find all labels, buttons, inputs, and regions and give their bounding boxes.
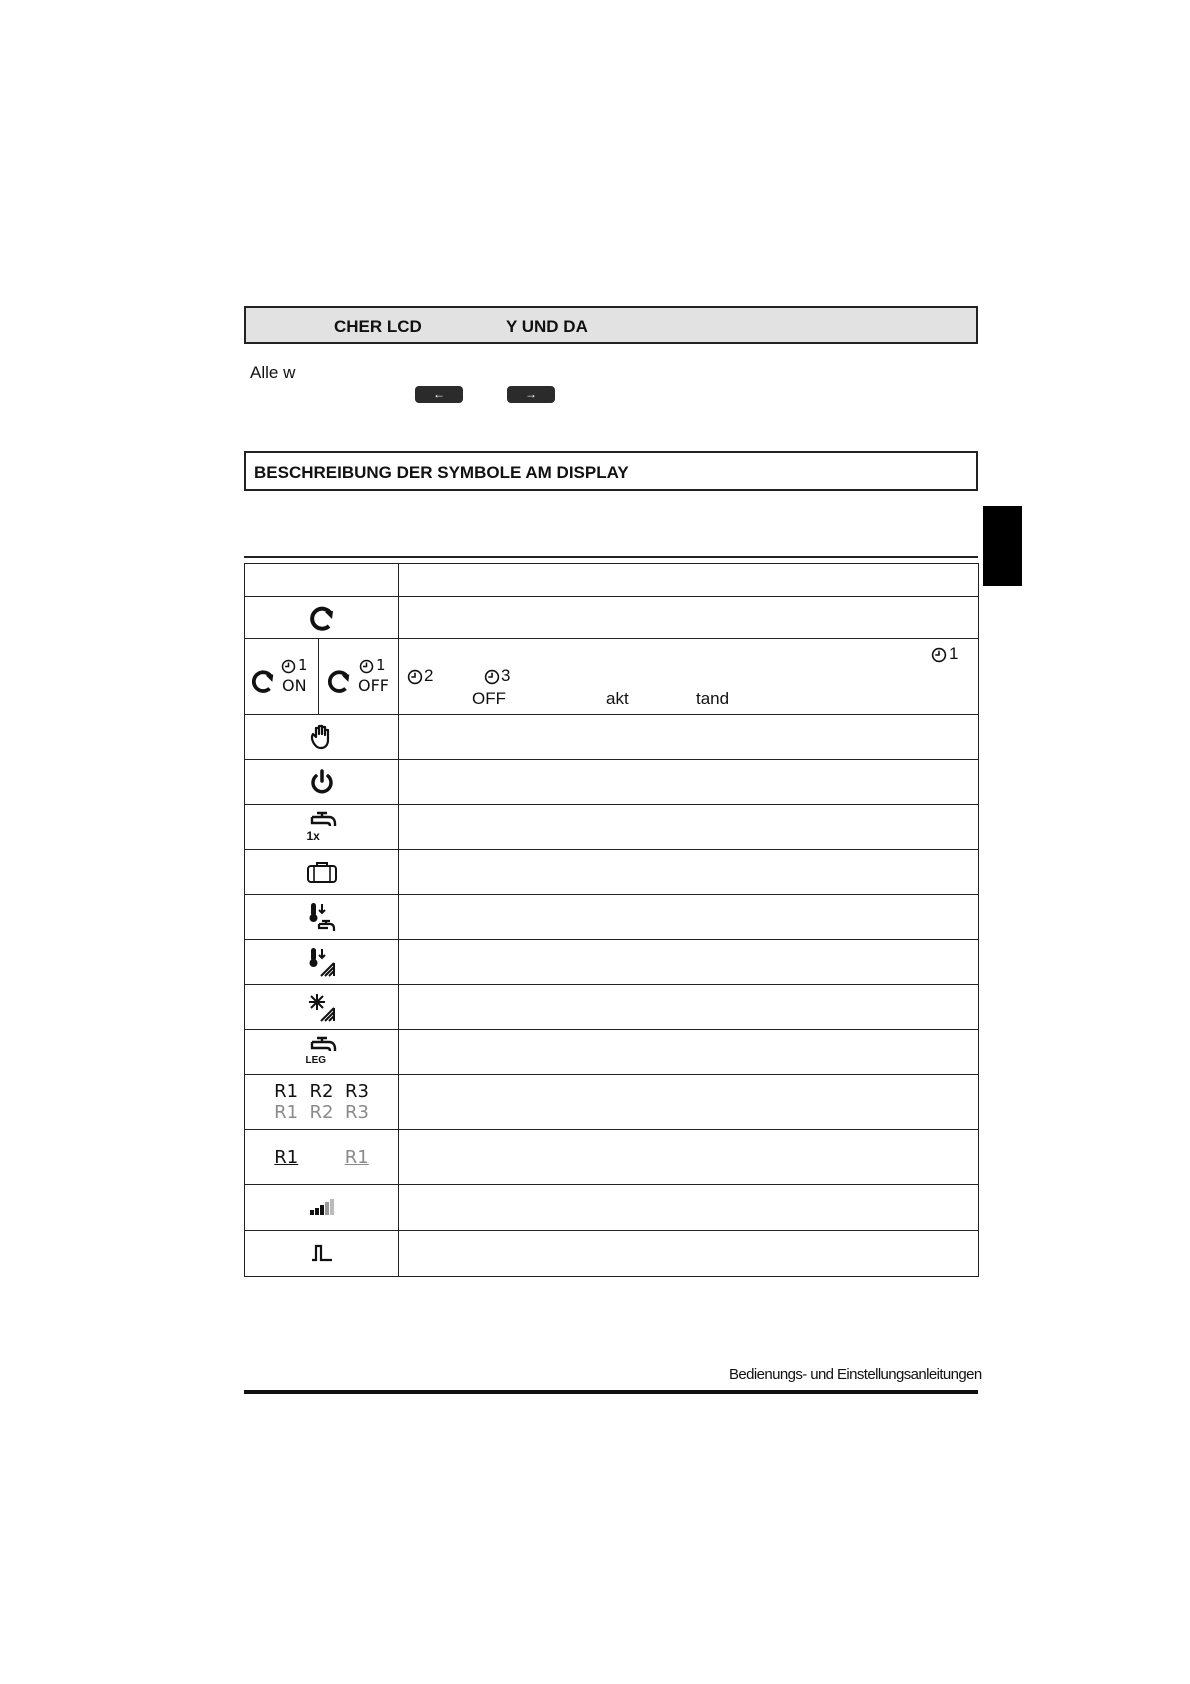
symbol-cell xyxy=(245,1231,399,1277)
thermo-radiator-icon xyxy=(306,946,338,978)
header-cell-symbol xyxy=(245,564,399,597)
description-cell xyxy=(399,850,979,895)
relay-r1-label: R1 xyxy=(274,1102,299,1123)
clock-icon xyxy=(407,669,423,685)
akt-text: akt xyxy=(606,689,629,708)
description-cell xyxy=(399,1231,979,1277)
symbol-table xyxy=(244,563,979,1277)
symbol-cell xyxy=(245,760,399,805)
arrow-left-icon: ← xyxy=(433,387,445,401)
relay-r1-active: R1 xyxy=(274,1146,299,1168)
symbol-cell xyxy=(245,1075,399,1130)
footer-rule xyxy=(244,1390,978,1394)
auto-mode-icon xyxy=(307,603,337,633)
symbol-cell xyxy=(245,940,399,985)
symbol-cell xyxy=(245,639,399,715)
symbol-cell xyxy=(245,805,399,850)
table-row-timer xyxy=(245,639,979,715)
table-row xyxy=(245,940,979,985)
tap-1x-label: 1x xyxy=(306,829,320,843)
on-label: ON xyxy=(282,676,307,695)
table-row xyxy=(245,715,979,760)
cell-divider xyxy=(318,639,319,714)
header-text-2: Y UND DA xyxy=(506,317,588,336)
clock-2-label: 2 xyxy=(424,666,434,685)
clock-icon xyxy=(931,647,947,663)
clock-number: 1 xyxy=(376,656,386,674)
clock-1-label: 1 xyxy=(949,644,959,663)
symbol-cell xyxy=(245,1185,399,1231)
description-cell xyxy=(399,1130,979,1185)
description-cell xyxy=(399,597,979,639)
off-text: OFF xyxy=(472,689,506,708)
relay-labels-active xyxy=(245,1081,398,1102)
auto-on-symbol xyxy=(249,656,315,699)
clock-3-label: 3 xyxy=(501,666,511,685)
symbol-cell xyxy=(245,985,399,1030)
tap-1x-icon xyxy=(305,810,339,844)
arrow-left-key xyxy=(415,386,463,403)
description-cell xyxy=(399,1185,979,1231)
frost-radiator-icon xyxy=(306,991,338,1023)
tap-leg-label: LEG xyxy=(305,1055,327,1066)
page-side-tab xyxy=(983,506,1022,586)
symbol-cell xyxy=(245,715,399,760)
clock-icon xyxy=(281,659,296,674)
symbol-cell xyxy=(245,850,399,895)
table-row xyxy=(245,1231,979,1277)
table-row xyxy=(245,1075,979,1130)
description-cell xyxy=(399,1075,979,1130)
description-cell xyxy=(399,639,979,715)
description-cell xyxy=(399,940,979,985)
symbol-cell xyxy=(245,597,399,639)
tand-text: tand xyxy=(696,689,730,708)
description-cell xyxy=(399,760,979,805)
relay-r1-label: R1 xyxy=(274,1081,299,1102)
pulse-icon xyxy=(311,1244,333,1262)
table-row xyxy=(245,1030,979,1075)
off-label: OFF xyxy=(358,676,389,695)
table-row xyxy=(245,597,979,639)
clock-icon xyxy=(484,669,500,685)
symbol-cell xyxy=(245,1030,399,1075)
footer-text: Bedienungs- und Einstellungsanleitungen xyxy=(729,1366,982,1383)
description-cell xyxy=(399,1030,979,1075)
description-cell xyxy=(399,805,979,850)
relay-r3-label: R3 xyxy=(344,1102,369,1123)
power-icon xyxy=(308,768,336,796)
relay-r2-label: R2 xyxy=(309,1081,334,1102)
manual-hand-icon xyxy=(307,722,337,752)
table-row xyxy=(245,850,979,895)
signal-strength-icon xyxy=(310,1199,334,1215)
intro-text: Alle w xyxy=(250,363,296,382)
table-row xyxy=(245,985,979,1030)
table-row xyxy=(245,760,979,805)
header-box xyxy=(244,306,978,344)
header-text-1: CHER LCD xyxy=(334,317,422,336)
auto-mode-icon xyxy=(249,667,277,695)
header-cell-description xyxy=(399,564,979,597)
suitcase-icon xyxy=(306,860,338,884)
auto-mode-icon xyxy=(325,667,353,695)
tap-leg-icon xyxy=(305,1035,339,1069)
relay-r1-inactive: R1 xyxy=(344,1146,369,1168)
section-title-box xyxy=(244,451,978,491)
description-cell xyxy=(399,895,979,940)
table-header-row xyxy=(245,564,979,597)
table-top-rule xyxy=(244,556,978,558)
clock-number: 1 xyxy=(298,656,308,674)
table-row xyxy=(245,1185,979,1231)
relay-labels-inactive xyxy=(245,1102,398,1123)
table-row xyxy=(245,1130,979,1185)
description-cell xyxy=(399,715,979,760)
arrow-right-icon: → xyxy=(525,387,537,401)
table-row xyxy=(245,805,979,850)
tap-shape xyxy=(309,1035,339,1057)
relay-r3-label: R3 xyxy=(344,1081,369,1102)
clock-icon xyxy=(359,659,374,674)
symbol-cell xyxy=(245,895,399,940)
symbol-cell xyxy=(245,1130,399,1185)
auto-off-symbol xyxy=(325,656,395,699)
table-row xyxy=(245,895,979,940)
thermo-tap-icon xyxy=(306,901,338,933)
relay-r2-label: R2 xyxy=(309,1102,334,1123)
section-title: BESCHREIBUNG DER SYMBOLE AM DISPLAY xyxy=(254,463,629,482)
description-cell xyxy=(399,985,979,1030)
arrow-right-key xyxy=(507,386,555,403)
